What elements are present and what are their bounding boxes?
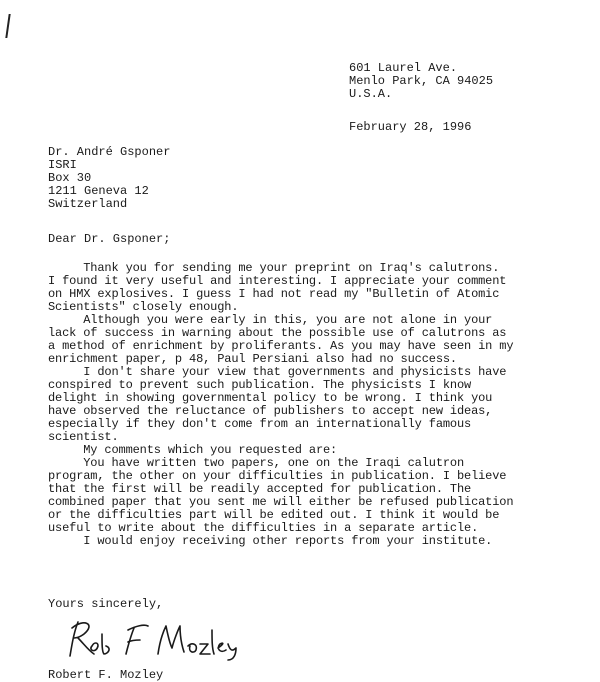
body-line: Thank you for sending me your preprint on Iraq's calutrons. xyxy=(48,261,500,275)
body-line: program, the other on your difficulties in publication. I believe xyxy=(48,469,507,483)
salutation-text: Dear Dr. Gsponer; xyxy=(48,232,171,246)
body-line: You have written two papers, one on the Iraqi calutron xyxy=(48,456,465,470)
date-text: February 28, 1996 xyxy=(349,120,472,134)
recipient-line: 1211 Geneva 12 xyxy=(48,184,149,198)
letter-body xyxy=(48,262,598,548)
salutation xyxy=(48,233,170,246)
recipient-line: Dr. André Gsponer xyxy=(48,145,171,159)
recipient-line: Switzerland xyxy=(48,197,128,211)
recipient-line: ISRI xyxy=(48,158,77,172)
closing-text: Yours sincerely, xyxy=(48,597,164,611)
body-line: Scientists" closely enough. xyxy=(48,300,239,314)
body-line: especially if they don't come from an internationally famous xyxy=(48,417,472,431)
sender-address xyxy=(349,62,493,101)
letter-date xyxy=(349,121,471,134)
body-line: a method of enrichment by proliferants. As you may have seen in my xyxy=(48,339,514,353)
body-line: conspired to prevent such publication. The physicists I know xyxy=(48,378,472,392)
body-line: I would enjoy receiving other reports from your institute. xyxy=(48,534,493,548)
margin-mark xyxy=(5,14,10,38)
sender-address-line: U.S.A. xyxy=(349,87,393,101)
recipient-line: Box 30 xyxy=(48,171,92,185)
body-line: on HMX explosives. I guess I had not read my "Bulletin of Atomic xyxy=(48,287,500,301)
body-line: have observed the reluctance of publishers to accept new ideas, xyxy=(48,404,493,418)
sender-address-line: 601 Laurel Ave. xyxy=(349,61,458,75)
signer-name-text: Robert F. Mozley xyxy=(48,668,164,682)
body-line: My comments which you requested are: xyxy=(48,443,338,457)
handwritten-signature xyxy=(62,614,242,662)
body-line: Although you were early in this, you are not alone in your xyxy=(48,313,493,327)
body-line: I found it very useful and interesting. I appreciate your comment xyxy=(48,274,507,288)
body-line: useful to write about the difficulties in a separate article. xyxy=(48,521,479,535)
body-line: delight in showing governmental policy to be wrong. I think you xyxy=(48,391,493,405)
closing xyxy=(48,598,163,611)
recipient-address xyxy=(48,146,170,211)
body-line: combined paper that you sent me will either be refused publication xyxy=(48,495,514,509)
body-line: or the difficulties part will be edited out. I think it would be xyxy=(48,508,500,522)
body-line: enrichment paper, p 48, Paul Persiani also had no success. xyxy=(48,352,457,366)
body-line: I don't share your view that governments and physicists have xyxy=(48,365,507,379)
sender-address-line: Menlo Park, CA 94025 xyxy=(349,74,494,88)
signer-name xyxy=(48,669,163,682)
body-line: scientist. xyxy=(48,430,119,444)
body-line: lack of success in warning about the possible use of calutrons as xyxy=(48,326,507,340)
body-line: that the first will be readily accepted for publication. The xyxy=(48,482,472,496)
